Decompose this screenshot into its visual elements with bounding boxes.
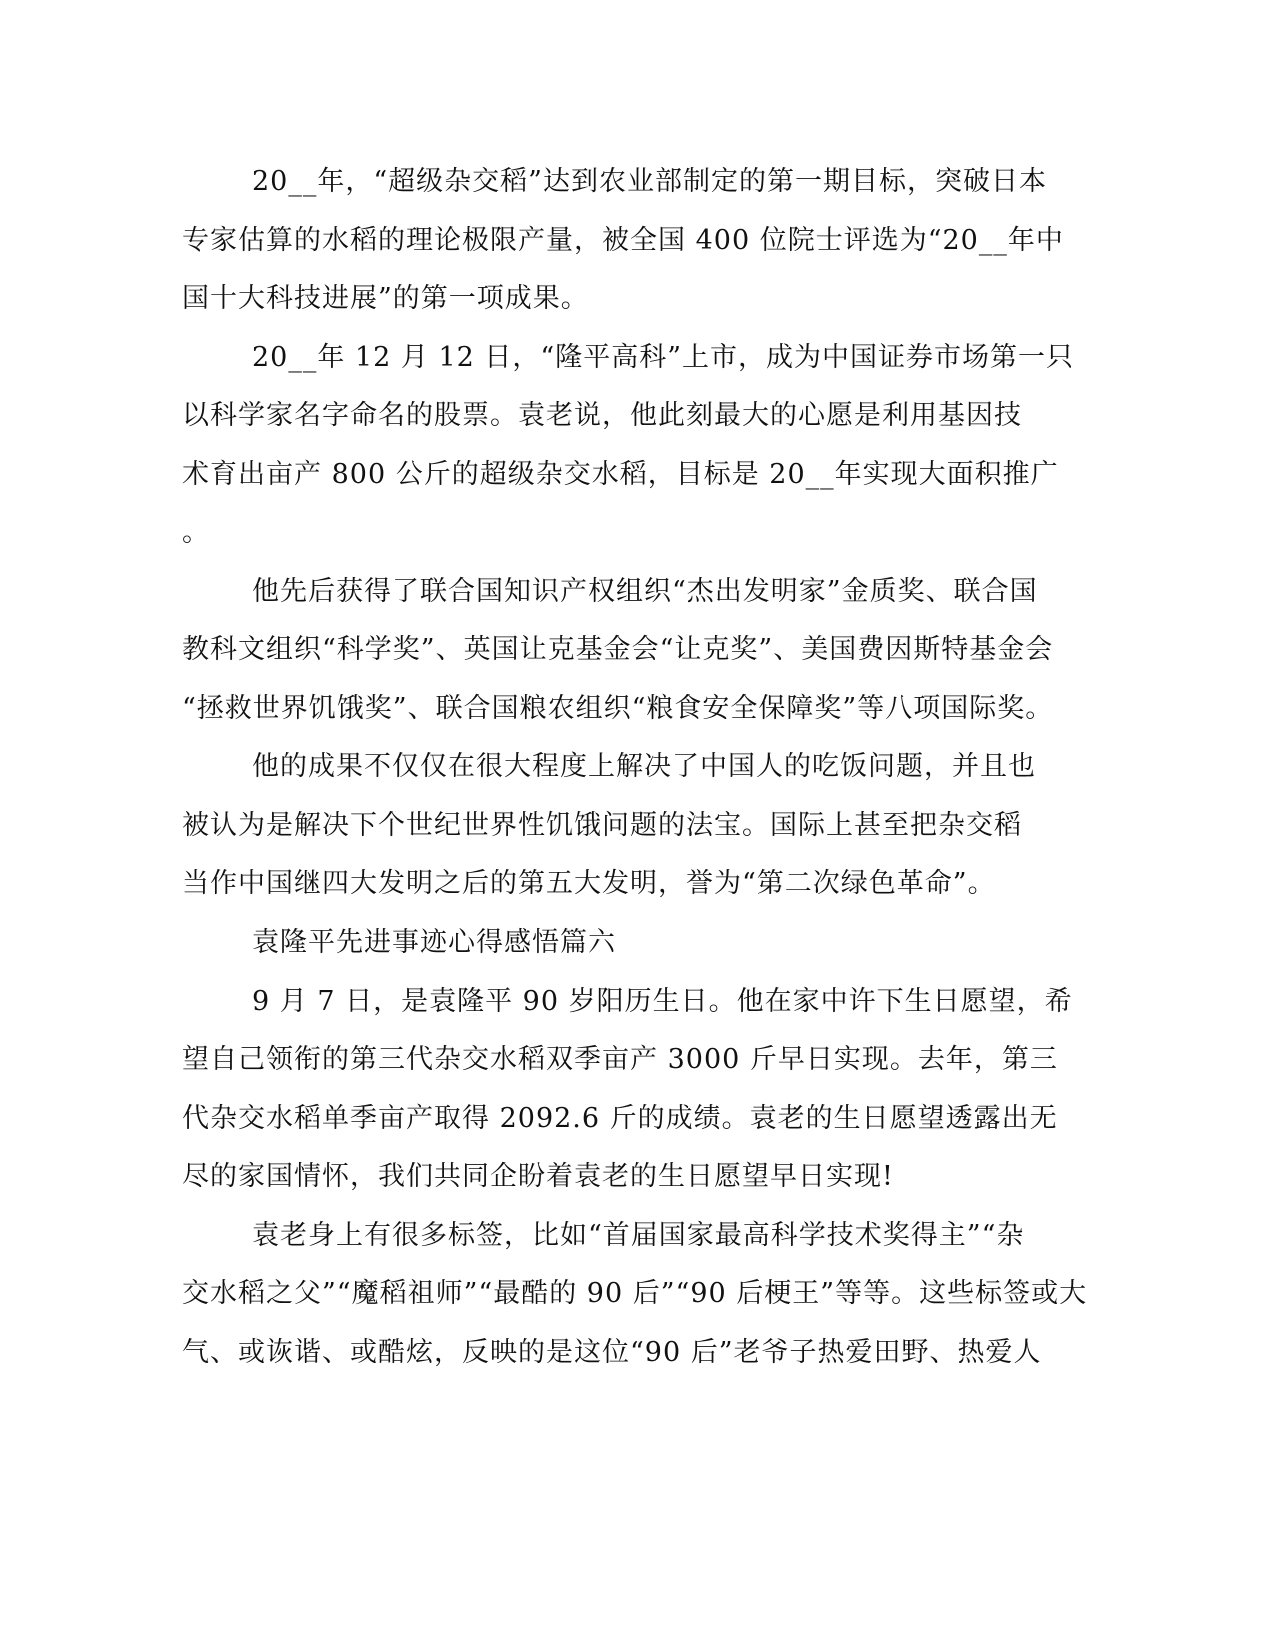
text-line: 专家估算的水稻的理论极限产量，被全国 400 位院士评选为“20__年中 — [182, 225, 1064, 256]
text-line: 当作中国继四大发明之后的第五大发明，誉为“第二次绿色革命”。 — [182, 868, 996, 899]
text-line: 代杂交水稻单季亩产取得 2092.6 斤的成绩。袁老的生日愿望透露出无 — [182, 1103, 1058, 1134]
section-heading: 袁隆平先进事迹心得感悟篇六 — [252, 927, 616, 958]
text-line: 以科学家名字命名的股票。袁老说，他此刻最大的心愿是利用基因技 — [182, 400, 1022, 431]
text-line: 20__年，“超级杂交稻”达到农业部制定的第一期目标，突破日本 — [252, 166, 1047, 197]
text-line: 教科文组织“科学奖”、英国让克基金会“让克奖”、美国费因斯特基金会 — [182, 634, 1054, 665]
text-line: 望自己领衔的第三代杂交水稻双季亩产 3000 斤早日实现。去年，第三 — [182, 1044, 1058, 1075]
text-line: 袁老身上有很多标签，比如“首届国家最高科学技术奖得主”“杂 — [252, 1220, 1025, 1251]
text-line: 9 月 7 日，是袁隆平 90 岁阳历生日。他在家中许下生日愿望，希 — [252, 986, 1073, 1017]
text-line: 。 — [182, 517, 210, 548]
text-line: 20__年 12 月 12 日，“隆平高科”上市，成为中国证券市场第一只 — [252, 342, 1075, 373]
text-line: 国十大科技进展”的第一项成果。 — [182, 283, 589, 314]
text-line: 交水稻之父”“魔稻祖师”“最酷的 90 后”“90 后梗王”等等。这些标签或大 — [182, 1278, 1088, 1309]
text-line: 气、或诙谐、或酷炫，反映的是这位“90 后”老爷子热爱田野、热爱人 — [182, 1337, 1042, 1368]
text-line: 被认为是解决下个世纪世界性饥饿问题的法宝。国际上甚至把杂交稻 — [182, 810, 1022, 841]
text-line: 他先后获得了联合国知识产权组织“杰出发明家”金质奖、联合国 — [252, 576, 1038, 607]
text-line: 他的成果不仅仅在很大程度上解决了中国人的吃饭问题，并且也 — [252, 751, 1036, 782]
text-line: 尽的家国情怀，我们共同企盼着袁老的生日愿望早日实现! — [182, 1161, 894, 1192]
text-line: “拯救世界饥饿奖”、联合国粮农组织“粮食安全保障奖”等八项国际奖。 — [182, 693, 1054, 724]
text-line: 术育出亩产 800 公斤的超级杂交水稻，目标是 20__年实现大面积推广 — [182, 459, 1059, 490]
